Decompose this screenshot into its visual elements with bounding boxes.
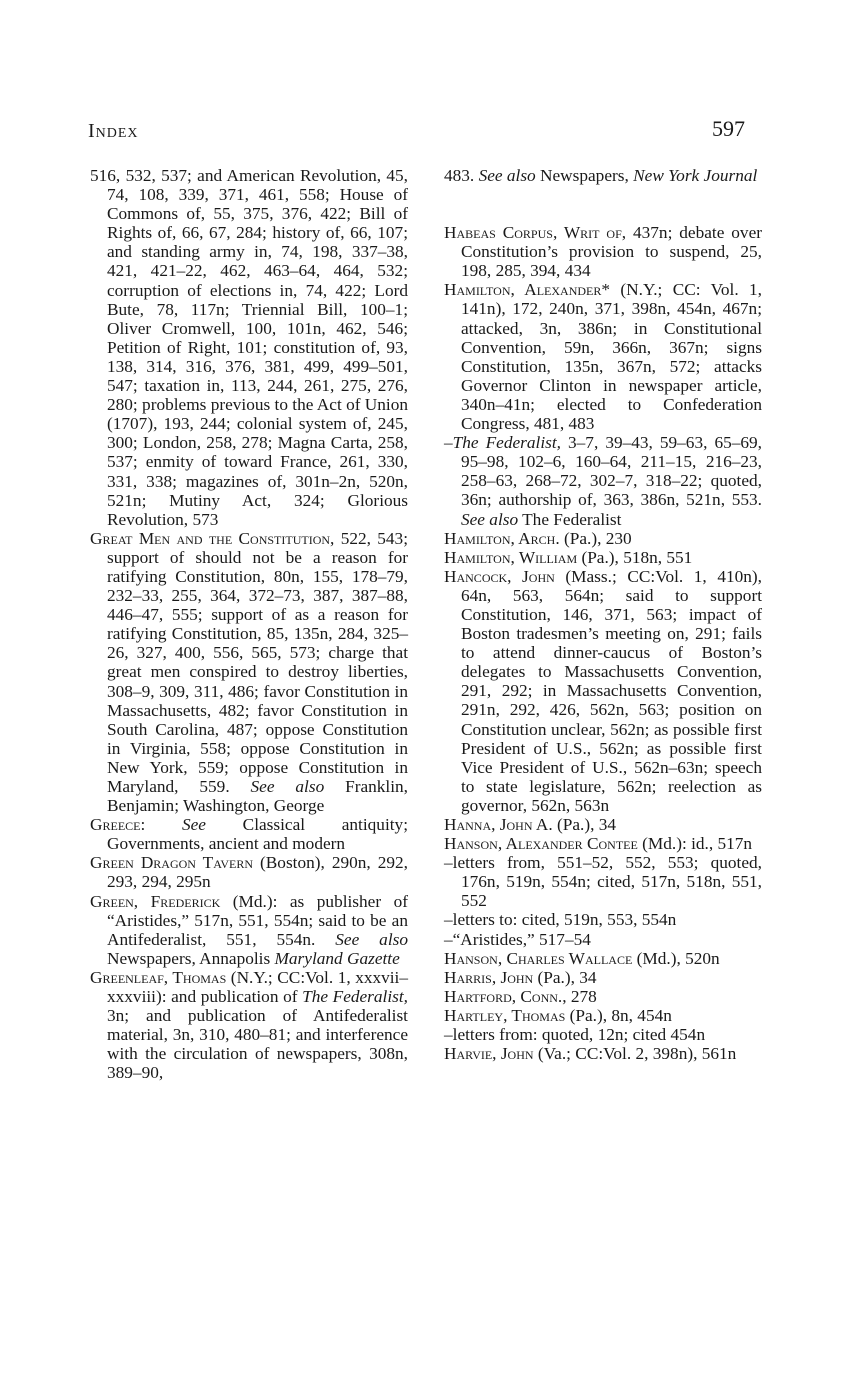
index-entry: Great Men and the Constitution, 522, 543; support of should not be a reason for ratifying Constitution, 80n, 155, 178–79, 232–33, 255, 364, 372–73, 387, 387–88, 446–47, 555; support of as a reason for ratifying Constitution, 85, 135n, 284, 325–26, 327, 400, 556, 565, 573; charge that great men conspired to destroy liberties, 308–9, 309, 311, 486; favor Constitution in Massachusetts, 482; favor Constitution in South Carolina, 487; oppose Constitution in Virginia, 558; oppose Constitution in New York, 559; oppose Constitution in Maryland, 559. See also Franklin, Benjamin; Washington, George [90, 528, 409, 816]
index-entry: Hanson, Alexander Contee (Md.): id., 517n [444, 834, 753, 854]
index-entry: Hartford, Conn., 278 [444, 986, 597, 1006]
index-entry: Greece: See Classical antiquity; Governments, ancient and modern [90, 815, 408, 854]
index-subentry: –letters from: quoted, 12n; cited 454n [444, 1025, 706, 1045]
index-subentry: –letters to: cited, 519n, 553, 554n [444, 910, 677, 930]
right-column [444, 166, 762, 1063]
index-entry: Hamilton, Alexander* (N.Y.; CC: Vol. 1, 141n), 172, 240n, 371, 398n, 454n, 467n; attacked, 3n, 386n; in Constitutional Convention, 59n, 366n, 367n; signs Constitution, 135n, 367n, 572; attacks Governor Clinton in newspaper article, 340n–41n; elected to Confederation Congress, 481, 483 [444, 280, 762, 434]
index-entry: Green Dragon Tavern (Boston), 290n, 292, 293, 294, 295n [90, 853, 408, 892]
index-entry: Greenleaf, Thomas (N.Y.; CC:Vol. 1, xxxvii–xxxviii): and publication of The Federalist, 3n; and publication of Antifederalist material, 3n, 310, 480–81; and interference with the circulation of newspapers, 308n, 389–90, [90, 967, 408, 1083]
index-subentry: –The Federalist, 3–7, 39–43, 59–63, 65–69, 95–98, 102–6, 160–64, 211–15, 216–23, 258–63, 268–72, 302–7, 318–22; quoted, 36n; authorship of, 363, 386n, 521n, 553. See also The Federalist [444, 433, 762, 529]
index-entry: Hartley, Thomas (Pa.), 8n, 454n [444, 1005, 672, 1025]
letter-section-break [444, 185, 762, 223]
index-entry: Harris, John (Pa.), 34 [444, 967, 597, 987]
index-entry: Hanson, Charles Wallace (Md.), 520n [444, 948, 720, 968]
index-entry: Hanna, John A. (Pa.), 34 [444, 815, 617, 834]
left-column [90, 166, 408, 1083]
index-entry: Harvie, John (Va.; CC:Vol. 2, 398n), 561n [444, 1044, 737, 1064]
index-entry: Habeas Corpus, Writ of, 437n; debate over Constitution’s provision to suspend, 25, 198, 285, 394, 434 [444, 223, 762, 281]
index-entry: Green, Frederick (Md.): as publisher of “Aristides,” 517n, 551, 554n; said to be an Antifederalist, 551, 554n. See also Newspapers, Annapolis Maryland Gazette [90, 891, 408, 968]
index-entry: Hancock, John (Mass.; CC:Vol. 1, 410n), 64n, 563, 564n; said to support Constitution, 146, 371, 563; impact of Boston tradesmen’s meeting on, 291; fails to attend dinner-caucus of Boston’s delegates to Massachusetts Convention, 291, 292; in Massachusetts Convention, 291n, 292, 426, 562n, 563; position on Constitution unclear, 562n; as possible first President of U.S., 562n; as possible first Vice President of U.S., 562n–63n; speech to state legislature, 562n; reelection as governor, 562n, 563n [444, 566, 762, 815]
index-subentry: –letters from, 551–52, 552, 553; quoted, 176n, 519n, 554n; cited, 517n, 518n, 551, 552 [444, 853, 762, 911]
index-subentry: –“Aristides,” 517–54 [444, 929, 591, 949]
index-entry: Hamilton, Arch. (Pa.), 230 [444, 528, 632, 548]
running-head: Index [88, 120, 139, 142]
page-number: 597 [712, 116, 745, 141]
index-entry: Hamilton, William (Pa.), 518n, 551 [444, 547, 693, 567]
index-entry-continuation: 516, 532, 537; and American Revolution, 45, 74, 108, 339, 371, 461, 558; House of Commons of, 55, 375, 376, 422; Bill of Rights of, 66, 67, 284; history of, 66, 107; and standing army in, 74, 198, 337–38, 421, 421–22, 462, 463–64, 464, 532; corruption of elections in, 74, 422; Lord Bute, 78, 117n; Triennial Bill, 100–1; Oliver Cromwell, 100, 101n, 462, 546; Petition of Right, 101; constitution of, 93, 138, 314, 316, 376, 381, 499, 499–501, 547; taxation in, 113, 244, 261, 275, 276, 280; problems previous to the Act of Union (1707), 193, 244; colonial system of, 245, 300; London, 258, 278; Magna Carta, 258, 537; enmity of toward France, 261, 330, 331, 338; magazines of, 301n–2n, 520n, 521n; Mutiny Act, 324; Glorious Revolution, 573 [90, 166, 408, 529]
index-entry-continuation: 483. See also Newspapers, New York Journal [444, 166, 758, 185]
